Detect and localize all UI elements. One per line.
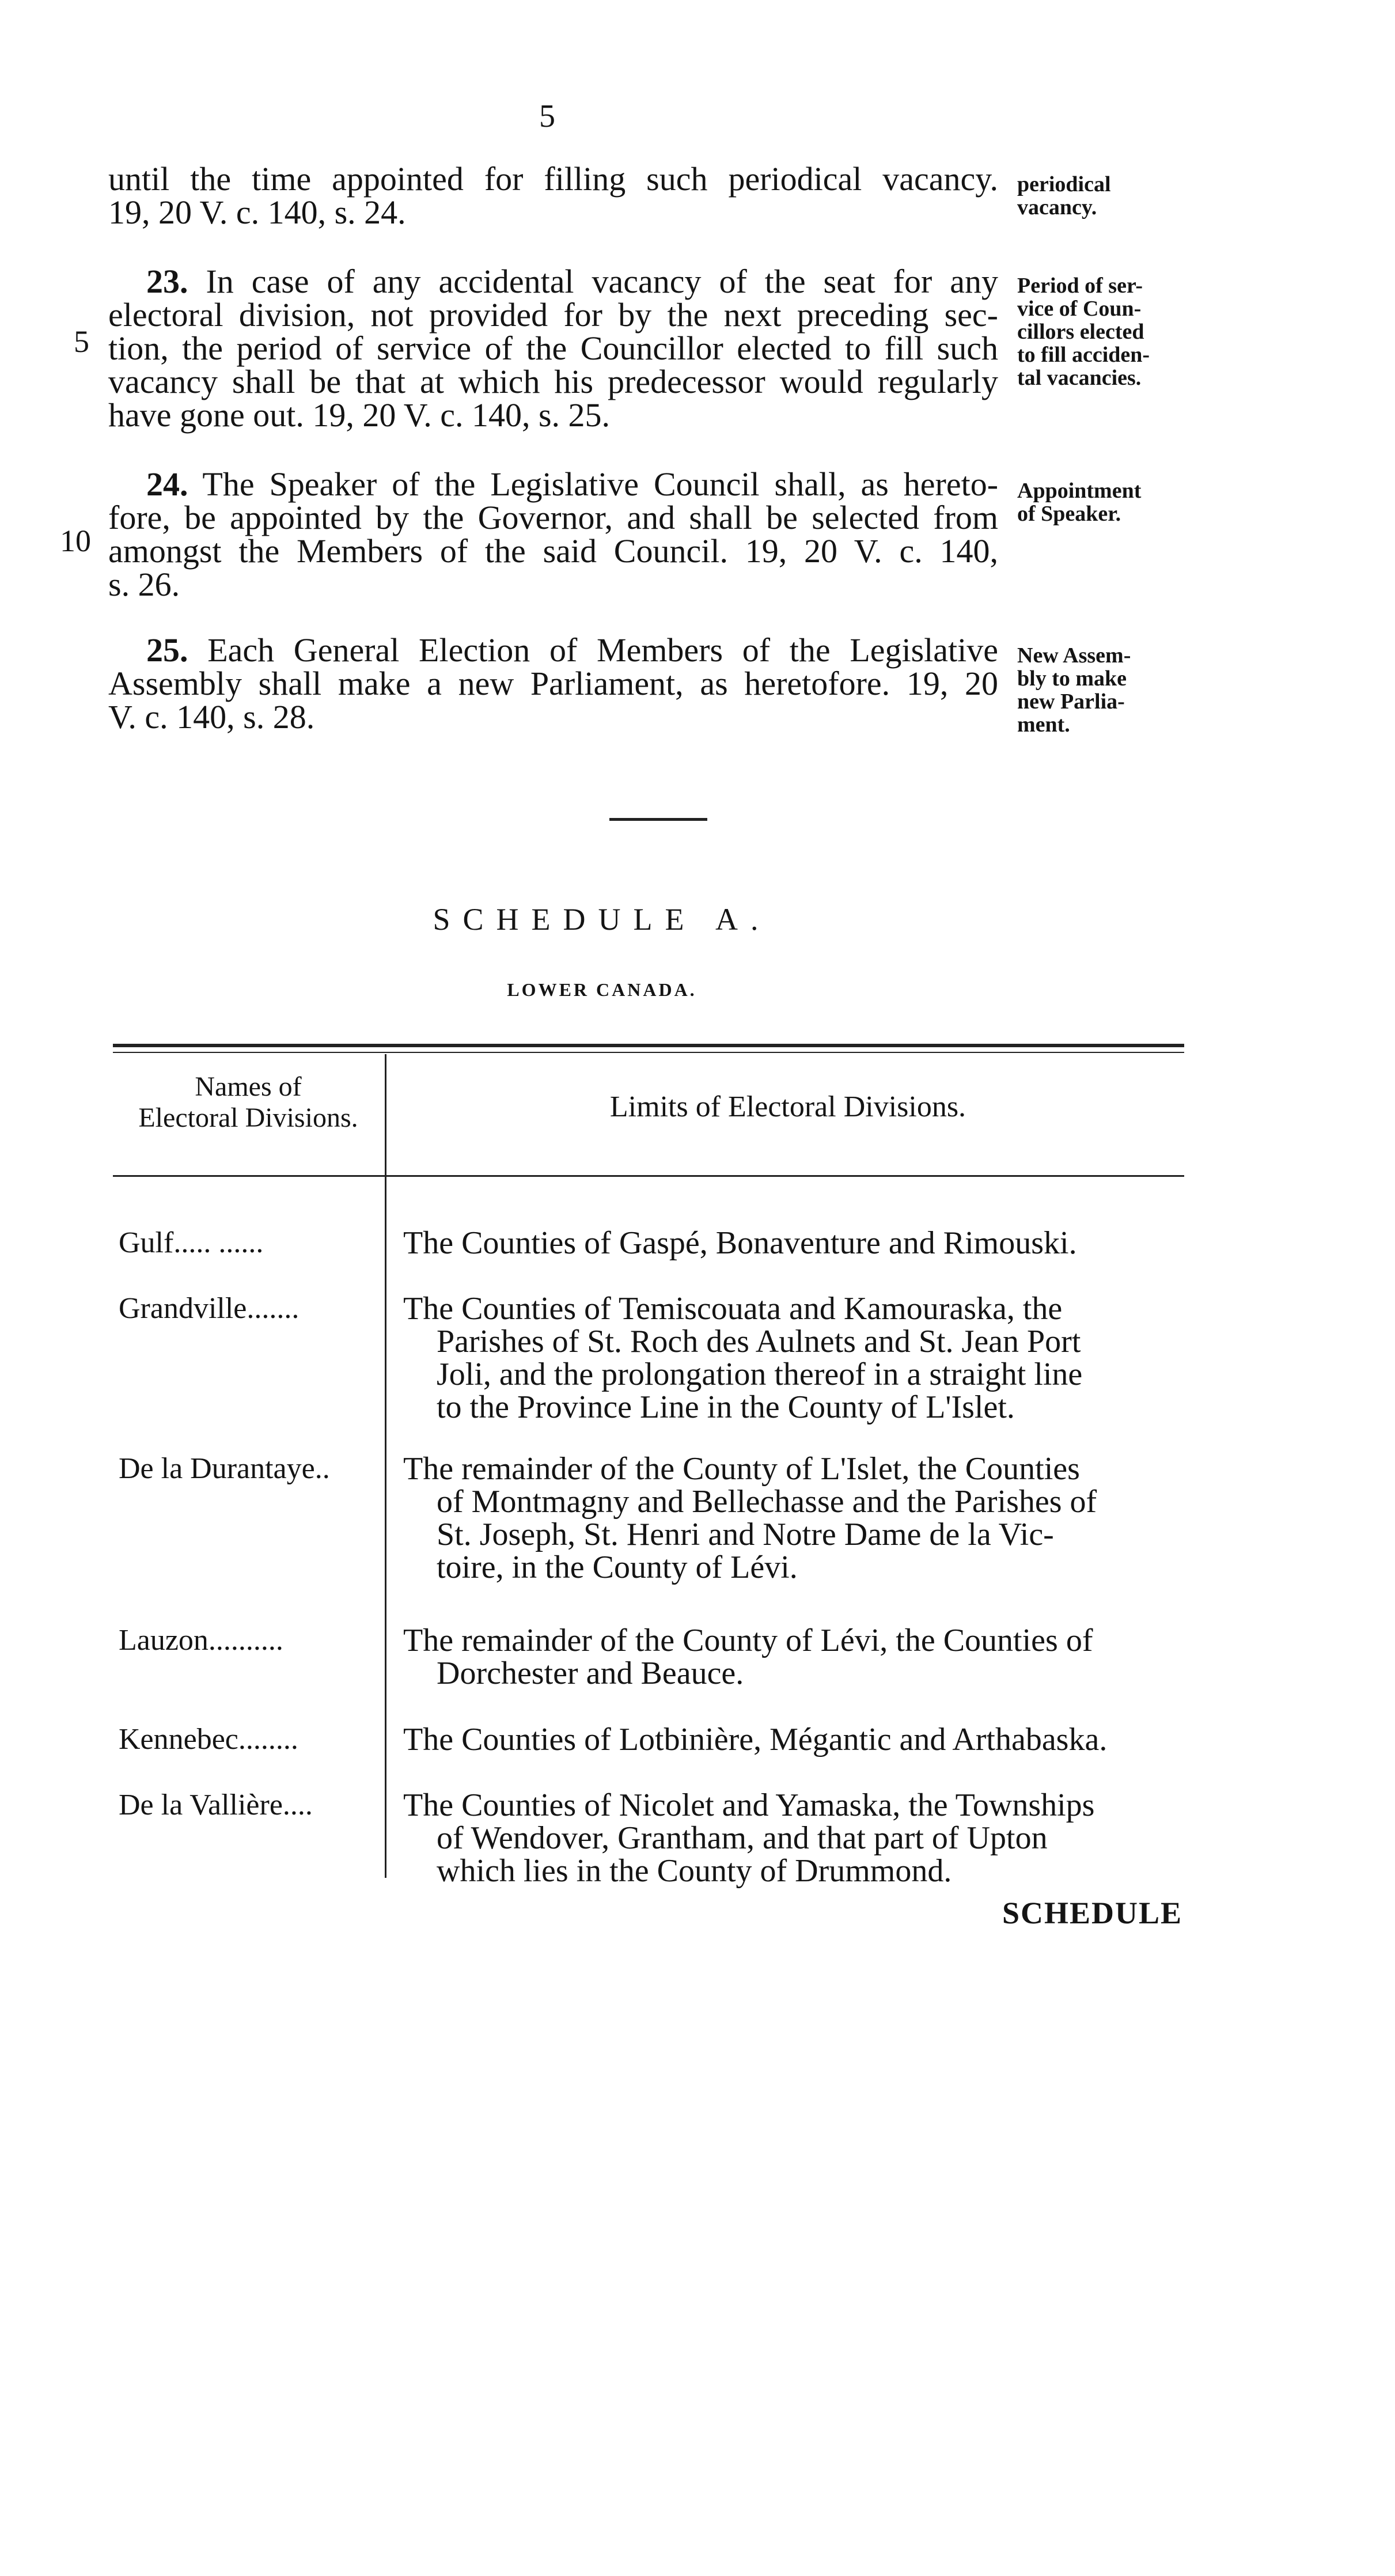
table-row-name: De la Durantaye.. xyxy=(119,1452,330,1485)
table-row-name: Lauzon.......... xyxy=(119,1624,283,1657)
text-line: until the time appointed for filling such periodical vacancy. xyxy=(108,160,998,198)
section-continuation xyxy=(108,162,998,229)
table-top-rule xyxy=(113,1044,1184,1047)
table-row-name: Kennebec........ xyxy=(119,1723,298,1756)
page-number: 5 xyxy=(539,99,555,134)
text-line: tion, the period of service of the Councillor elected to fill such xyxy=(108,329,998,367)
column-header-limits: Limits of Electoral Divisions. xyxy=(609,1090,966,1123)
line-number: 10 xyxy=(60,524,91,558)
catchword: SCHEDULE xyxy=(1002,1896,1183,1930)
table-row-limits: The Counties of Nicolet and Yamaska, the Townships of Wendover, Grantham, and that part of Upton which lies in the County of Drummond. xyxy=(403,1787,1095,1889)
text-line: fore, be appointed by the Governor, and shall be selected from xyxy=(108,499,998,536)
table-row-limits: The Counties of Gaspé, Bonaventure and Rimouski. xyxy=(403,1225,1077,1261)
schedule-subtitle: LOWER CANADA. xyxy=(507,979,697,1000)
margin-note-appointment-of-speaker: Appointment of Speaker. xyxy=(1017,479,1142,526)
text-line: have gone out. 19, 20 V. c. 140, s. 25. xyxy=(108,396,611,434)
table-row-name: De la Vallière.... xyxy=(119,1789,313,1821)
text-line: vacancy shall be that at which his predecessor would regularly xyxy=(108,363,998,400)
text-line: 19, 20 V. c. 140, s. 24. xyxy=(108,194,406,231)
line-number: 5 xyxy=(74,324,89,359)
section-24: 24. The Speaker of the Legislative Council shall, as hereto- fore, be appointed by the Governor, and shall be selected from amongst the Members of the said Council. 19, 20 V. c. 140, s. 26. xyxy=(108,465,999,603)
table-header-rule xyxy=(113,1175,1184,1177)
table-row-limits: The remainder of the County of Lévi, the Counties of Dorchester and Beauce. xyxy=(403,1623,1093,1691)
table-row-limits: The remainder of the County of L'Islet, the Counties of Montmagny and Bellechasse and the Parishes of St. Joseph, St. Henri and Notre Dame de la Vic- toire, in the County of Lévi. xyxy=(403,1451,1097,1585)
text-line: electoral division, not provided for by the next preceding sec- xyxy=(108,296,998,334)
section-divider xyxy=(609,818,707,821)
section-number: 25. xyxy=(146,631,188,669)
column-header-names: Names of Electoral Divisions. xyxy=(138,1071,358,1133)
section-number: 23. xyxy=(146,263,188,300)
table-row-name: Grandville....... xyxy=(119,1292,300,1325)
text-line: s. 26. xyxy=(108,566,180,603)
text-line: V. c. 140, s. 28. xyxy=(108,698,315,736)
margin-note-periodical-vacancy: periodical vacancy. xyxy=(1017,172,1111,219)
section-23: 23. In case of any accidental vacancy of the seat for any electoral division, not provided for by the next preceding sec- tion, the period of service of the Councillor elected to fill such vacancy shall be that at which his predecessor would regularly have gone out. 19, 20 V. c. 140, s. 25. xyxy=(108,263,999,434)
margin-note-accidental-vacancies: Period of ser- vice of Coun- cillors elected to fill acciden- tal vacancies. xyxy=(1017,274,1150,390)
margin-note-new-assembly: New Assem- bly to make new Parlia- ment. xyxy=(1017,643,1131,737)
section-25: 25. Each General Election of Members of the Legislative Assembly shall make a new Parliament, as heretofore. 19, 20 V. c. 140, s. 28. xyxy=(108,631,999,736)
table-column-divider xyxy=(385,1054,386,1878)
table-top-rule-thin xyxy=(113,1052,1184,1053)
schedule-title: SCHEDULE A. xyxy=(433,902,771,937)
table-row-limits: The Counties of Temiscouata and Kamouraska, the Parishes of St. Roch des Aulnets and St. Jean Port Joli, and the prolongation thereof in a straight line to the Province Line in the County of L'Islet. xyxy=(403,1291,1083,1425)
text-line: amongst the Members of the said Council. 19, 20 V. c. 140, xyxy=(108,532,998,570)
table-row-name: Gulf..... ...... xyxy=(119,1226,264,1259)
section-number: 24. xyxy=(146,465,188,503)
text-line: Assembly shall make a new Parliament, as heretofore. 19, 20 xyxy=(108,665,998,702)
table-row-limits: The Counties of Lotbinière, Mégantic and Arthabaska. xyxy=(403,1722,1108,1757)
